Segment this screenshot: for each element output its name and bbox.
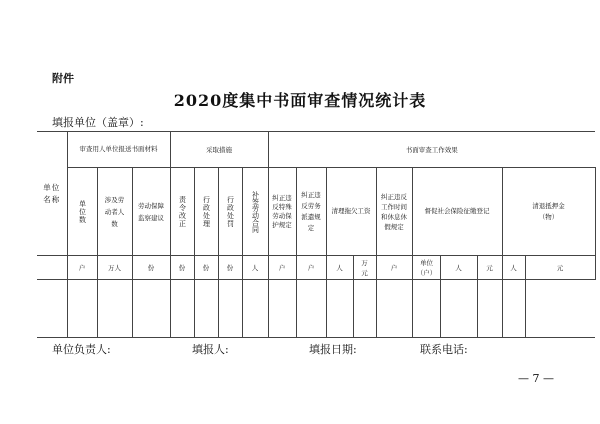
unit-cell-blank xyxy=(37,256,67,280)
table-cell[interactable] xyxy=(376,280,412,338)
responsible-label: 单位负责人: xyxy=(52,343,111,356)
table-cell[interactable] xyxy=(296,280,326,338)
unit-cell: 份 xyxy=(170,256,194,280)
unit-cell: 元 xyxy=(525,256,595,280)
date-label: 填报日期: xyxy=(309,343,357,356)
results-group-header: 书面审查工作效果 xyxy=(268,132,595,168)
materials-group-header: 审查用人单位报送书面材料 xyxy=(67,132,170,168)
col-deposit-refund: 清退抵押金（物） xyxy=(502,168,595,256)
unit-cell: 万元 xyxy=(353,256,376,280)
table-cell[interactable] xyxy=(37,280,67,338)
unit-cell: 人 xyxy=(440,256,477,280)
unit-cell: 人 xyxy=(502,256,525,280)
col-admin-penalty: 行政处罚 xyxy=(218,168,242,256)
table-cell[interactable] xyxy=(525,280,595,338)
col-unit-count: 单位数 xyxy=(67,168,97,256)
units-row xyxy=(37,256,595,280)
unit-cell: 人 xyxy=(242,256,268,280)
filler-label: 填报人: xyxy=(192,343,229,356)
table-cell[interactable] xyxy=(412,280,440,338)
unit-name-header: 单位名称 xyxy=(37,132,67,256)
table-cell[interactable] xyxy=(170,280,194,338)
unit-cell: 万人 xyxy=(97,256,132,280)
table-cell[interactable] xyxy=(132,280,170,338)
unit-cell: 元 xyxy=(477,256,502,280)
table-cell[interactable] xyxy=(477,280,502,338)
table-cell[interactable] xyxy=(326,280,353,338)
unit-cell: 份 xyxy=(132,256,170,280)
table-cell[interactable] xyxy=(194,280,218,338)
table-cell[interactable] xyxy=(97,280,132,338)
document-title: 2020度集中书面审查情况统计表 xyxy=(173,91,427,110)
col-labor-dispatch: 纠正违反劳务派遣规定 xyxy=(296,168,326,256)
page-number: — 7 — xyxy=(518,372,554,385)
table-cell[interactable] xyxy=(242,280,268,338)
table-cell[interactable] xyxy=(353,280,376,338)
unit-cell: 份 xyxy=(218,256,242,280)
col-workers: 涉及劳动者人数 xyxy=(97,168,132,256)
measures-group-header: 采取措施 xyxy=(170,132,268,168)
col-special-protection: 纠正违反特殊劳动保护规定 xyxy=(268,168,296,256)
col-work-hours: 纠正违反工作时间和休息休假规定 xyxy=(376,168,412,256)
unit-cell: 户 xyxy=(296,256,326,280)
table-cell[interactable] xyxy=(440,280,477,338)
table-cell[interactable] xyxy=(268,280,296,338)
col-wage-arrears: 清理拖欠工资 xyxy=(326,168,376,256)
table-cell[interactable] xyxy=(502,280,525,338)
unit-cell: 户 xyxy=(268,256,296,280)
filling-unit-label: 填报单位（盖章）: xyxy=(52,116,144,129)
col-contracts: 补签劳动合同 xyxy=(242,168,268,256)
unit-cell: 人 xyxy=(326,256,353,280)
col-admin-handling: 行政处理 xyxy=(194,168,218,256)
statistics-table xyxy=(37,131,595,338)
data-entry-row xyxy=(37,280,595,338)
table-cell[interactable] xyxy=(218,280,242,338)
attachment-label: 附件 xyxy=(52,72,74,85)
unit-cell: 户 xyxy=(67,256,97,280)
phone-label: 联系电话: xyxy=(420,343,468,356)
table-cell[interactable] xyxy=(67,280,97,338)
unit-cell: 单位（户） xyxy=(412,256,440,280)
col-social-insurance: 督促社会保险征缴登记 xyxy=(412,168,502,256)
col-order-correction: 责令改正 xyxy=(170,168,194,256)
unit-cell: 份 xyxy=(194,256,218,280)
unit-cell: 户 xyxy=(376,256,412,280)
col-protection-suggestion: 劳动保障监察建议 xyxy=(132,168,170,256)
